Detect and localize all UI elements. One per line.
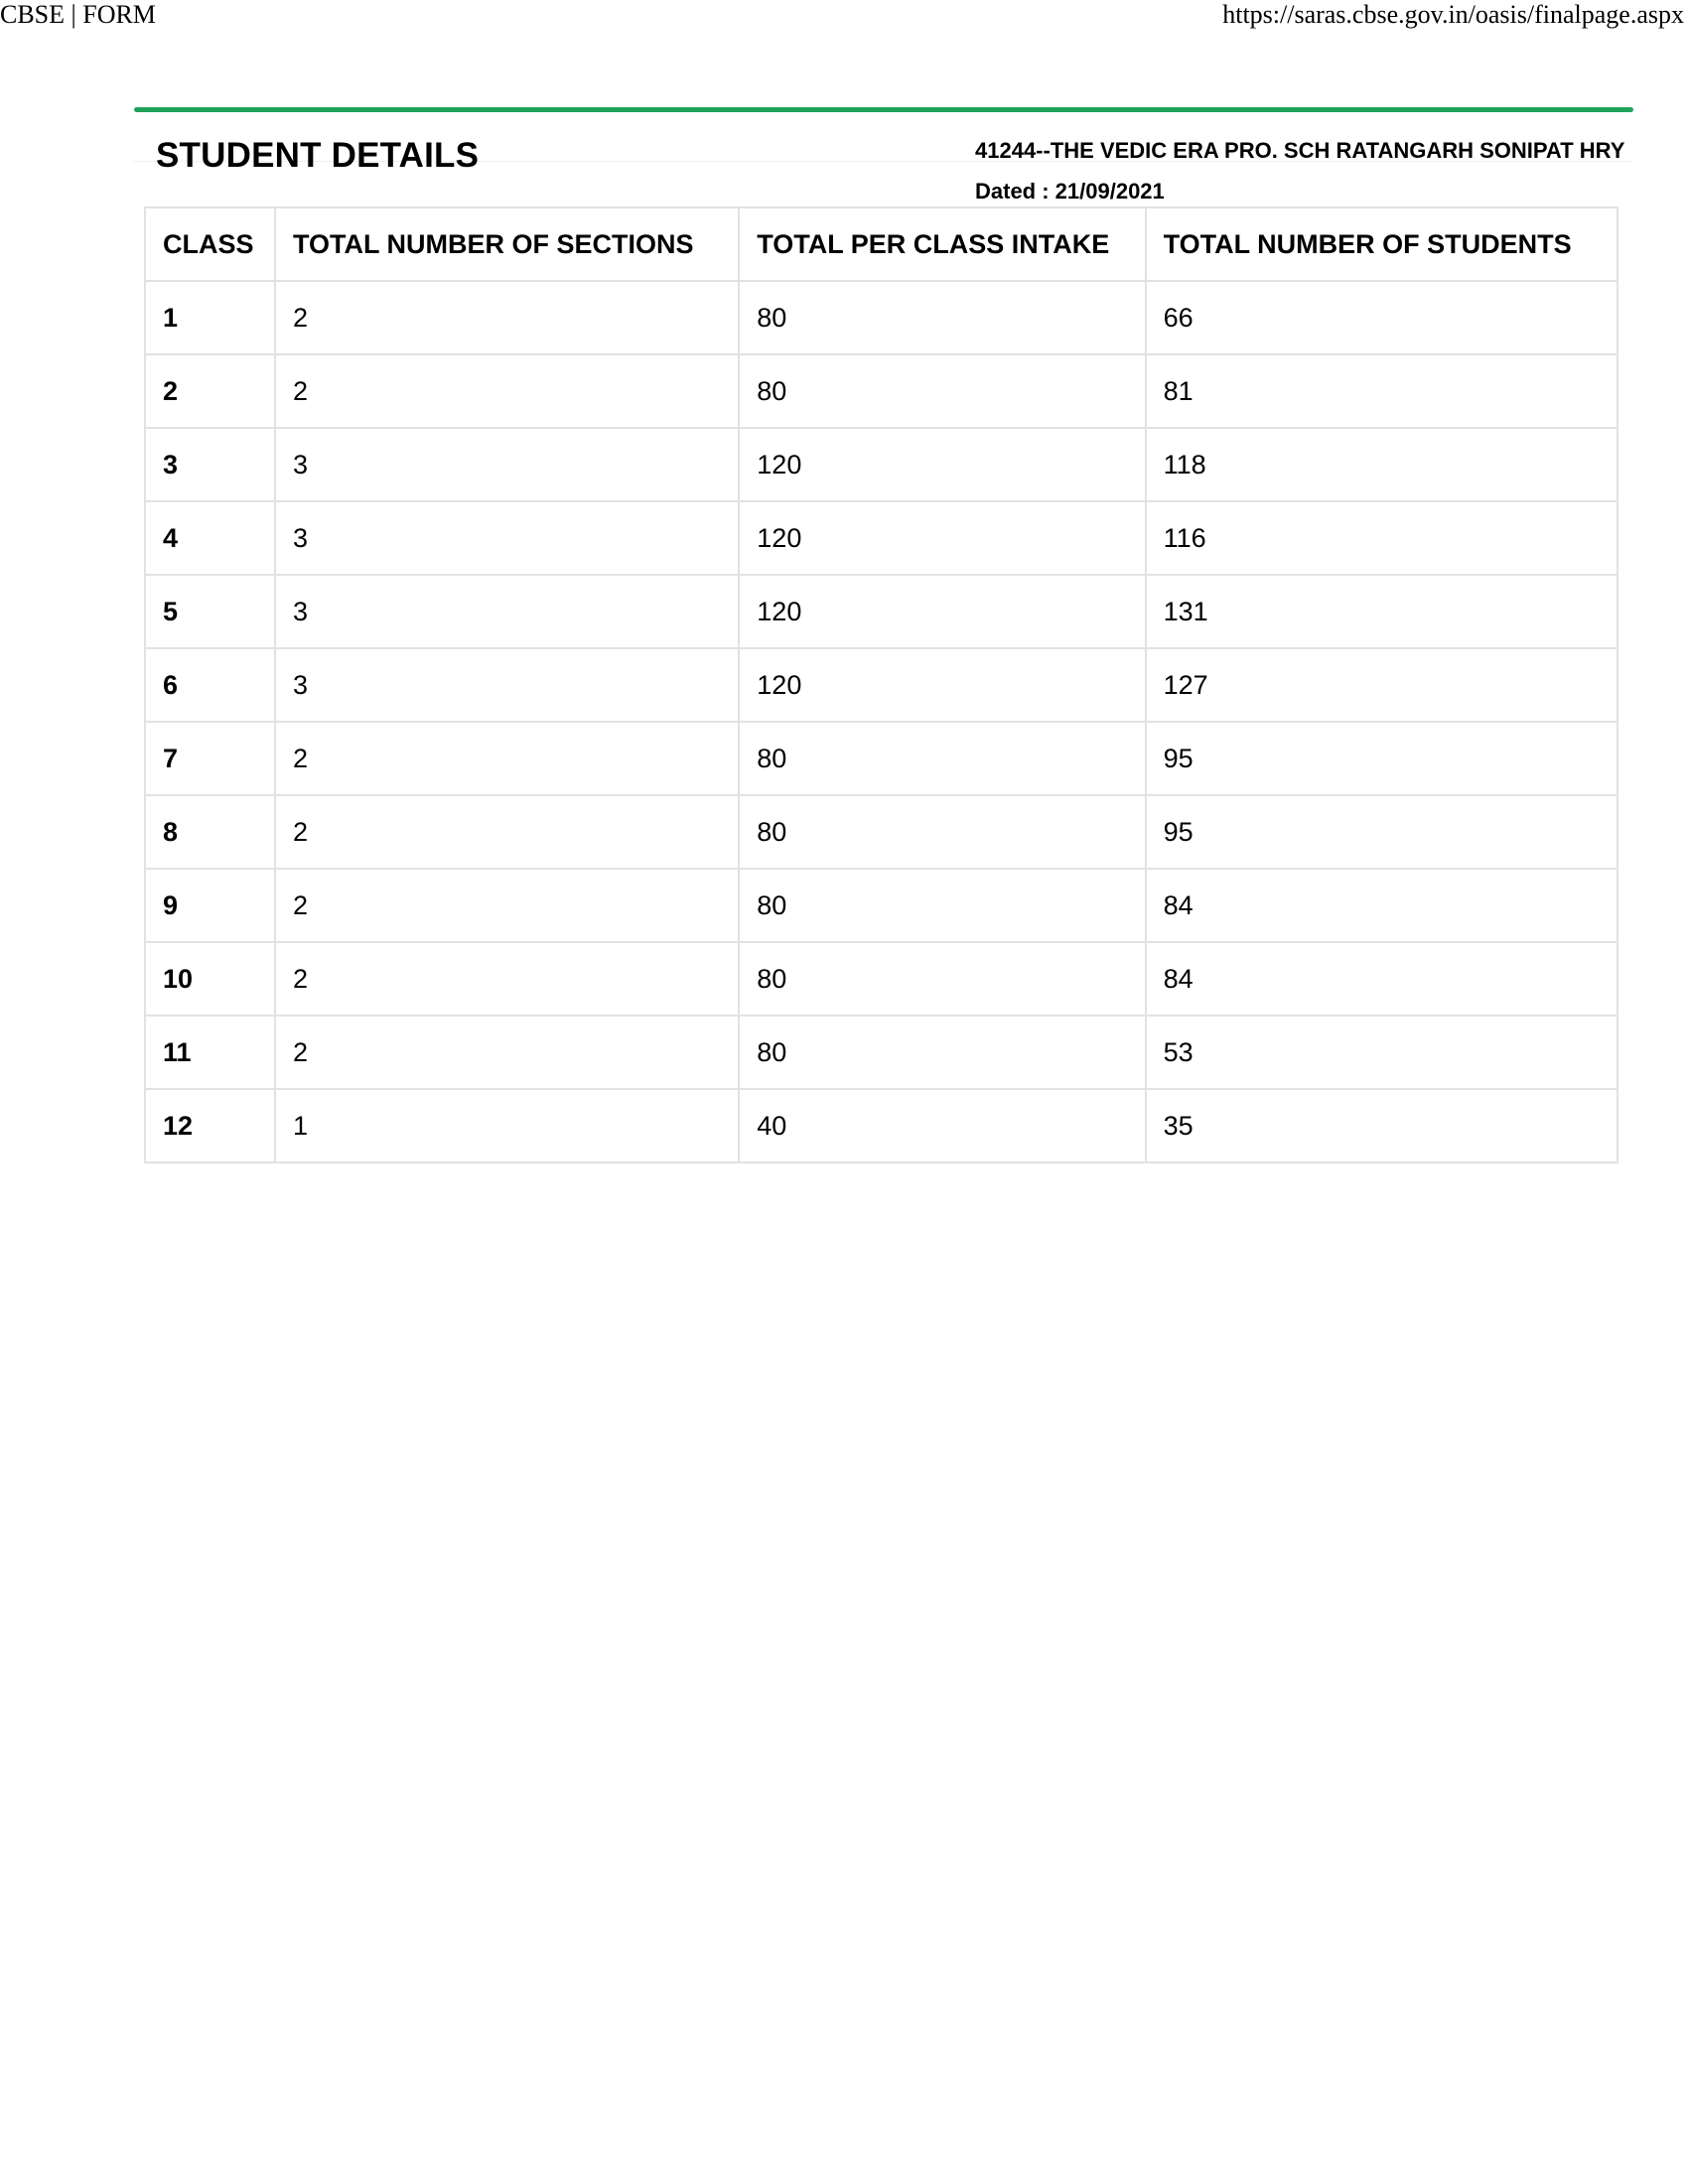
cell-intake: 120: [739, 575, 1145, 648]
student-details-card: [134, 107, 1633, 1141]
cell-class: 8: [145, 795, 275, 869]
column-header-class: CLASS: [145, 207, 275, 281]
table-row: [145, 1016, 1618, 1089]
cell-sections: 3: [275, 575, 739, 648]
cell-sections: 3: [275, 648, 739, 722]
cell-class: 3: [145, 428, 275, 501]
cell-class: 11: [145, 1016, 275, 1089]
print-header-url: https://saras.cbse.gov.in/oasis/finalpage.aspx: [1222, 0, 1684, 29]
card-header: [134, 112, 1633, 206]
cell-class: 6: [145, 648, 275, 722]
cell-intake: 80: [739, 281, 1145, 354]
cell-intake: 80: [739, 1016, 1145, 1089]
column-header-intake: TOTAL PER CLASS INTAKE: [739, 207, 1145, 281]
table-row: [145, 869, 1618, 942]
school-name: 41244--THE VEDIC ERA PRO. SCH RATANGARH SONIPAT HRY: [975, 138, 1625, 163]
table-row: [145, 648, 1618, 722]
cell-students: 66: [1146, 281, 1618, 354]
table-row: [145, 428, 1618, 501]
cell-students: 95: [1146, 722, 1618, 795]
cell-class: 1: [145, 281, 275, 354]
student-details-table: [144, 206, 1618, 1163]
cell-sections: 2: [275, 795, 739, 869]
cell-students: 127: [1146, 648, 1618, 722]
cell-students: 84: [1146, 869, 1618, 942]
cell-sections: 2: [275, 942, 739, 1016]
cell-students: 131: [1146, 575, 1618, 648]
cell-class: 7: [145, 722, 275, 795]
cell-sections: 2: [275, 722, 739, 795]
cell-intake: 120: [739, 501, 1145, 575]
cell-students: 53: [1146, 1016, 1618, 1089]
cell-sections: 2: [275, 1016, 739, 1089]
cell-sections: 1: [275, 1089, 739, 1162]
table-row: [145, 501, 1618, 575]
page-title: STUDENT DETAILS: [156, 136, 480, 175]
column-header-students: TOTAL NUMBER OF STUDENTS: [1146, 207, 1618, 281]
table-header-row: [145, 207, 1618, 281]
cell-sections: 3: [275, 501, 739, 575]
cell-sections: 3: [275, 428, 739, 501]
cell-class: 10: [145, 942, 275, 1016]
cell-intake: 80: [739, 869, 1145, 942]
cell-intake: 80: [739, 942, 1145, 1016]
cell-class: 2: [145, 354, 275, 428]
cell-class: 4: [145, 501, 275, 575]
cell-students: 81: [1146, 354, 1618, 428]
cell-intake: 40: [739, 1089, 1145, 1162]
cell-intake: 120: [739, 428, 1145, 501]
cell-intake: 80: [739, 722, 1145, 795]
cell-students: 95: [1146, 795, 1618, 869]
cell-sections: 2: [275, 354, 739, 428]
print-header: [0, 0, 1688, 40]
cell-students: 118: [1146, 428, 1618, 501]
cell-class: 9: [145, 869, 275, 942]
print-header-title: CBSE | FORM: [0, 0, 156, 29]
cell-students: 116: [1146, 501, 1618, 575]
column-header-sections: TOTAL NUMBER OF SECTIONS: [275, 207, 739, 281]
cell-class: 12: [145, 1089, 275, 1162]
dated-label: Dated : 21/09/2021: [975, 179, 1165, 204]
table-body: [145, 281, 1618, 1162]
table-row: [145, 795, 1618, 869]
cell-students: 84: [1146, 942, 1618, 1016]
cell-sections: 2: [275, 281, 739, 354]
table-row: [145, 354, 1618, 428]
cell-class: 5: [145, 575, 275, 648]
cell-intake: 80: [739, 795, 1145, 869]
table-row: [145, 1089, 1618, 1162]
cell-intake: 80: [739, 354, 1145, 428]
table-row: [145, 281, 1618, 354]
table-row: [145, 722, 1618, 795]
cell-sections: 2: [275, 869, 739, 942]
cell-students: 35: [1146, 1089, 1618, 1162]
table-row: [145, 942, 1618, 1016]
table-row: [145, 575, 1618, 648]
cell-intake: 120: [739, 648, 1145, 722]
